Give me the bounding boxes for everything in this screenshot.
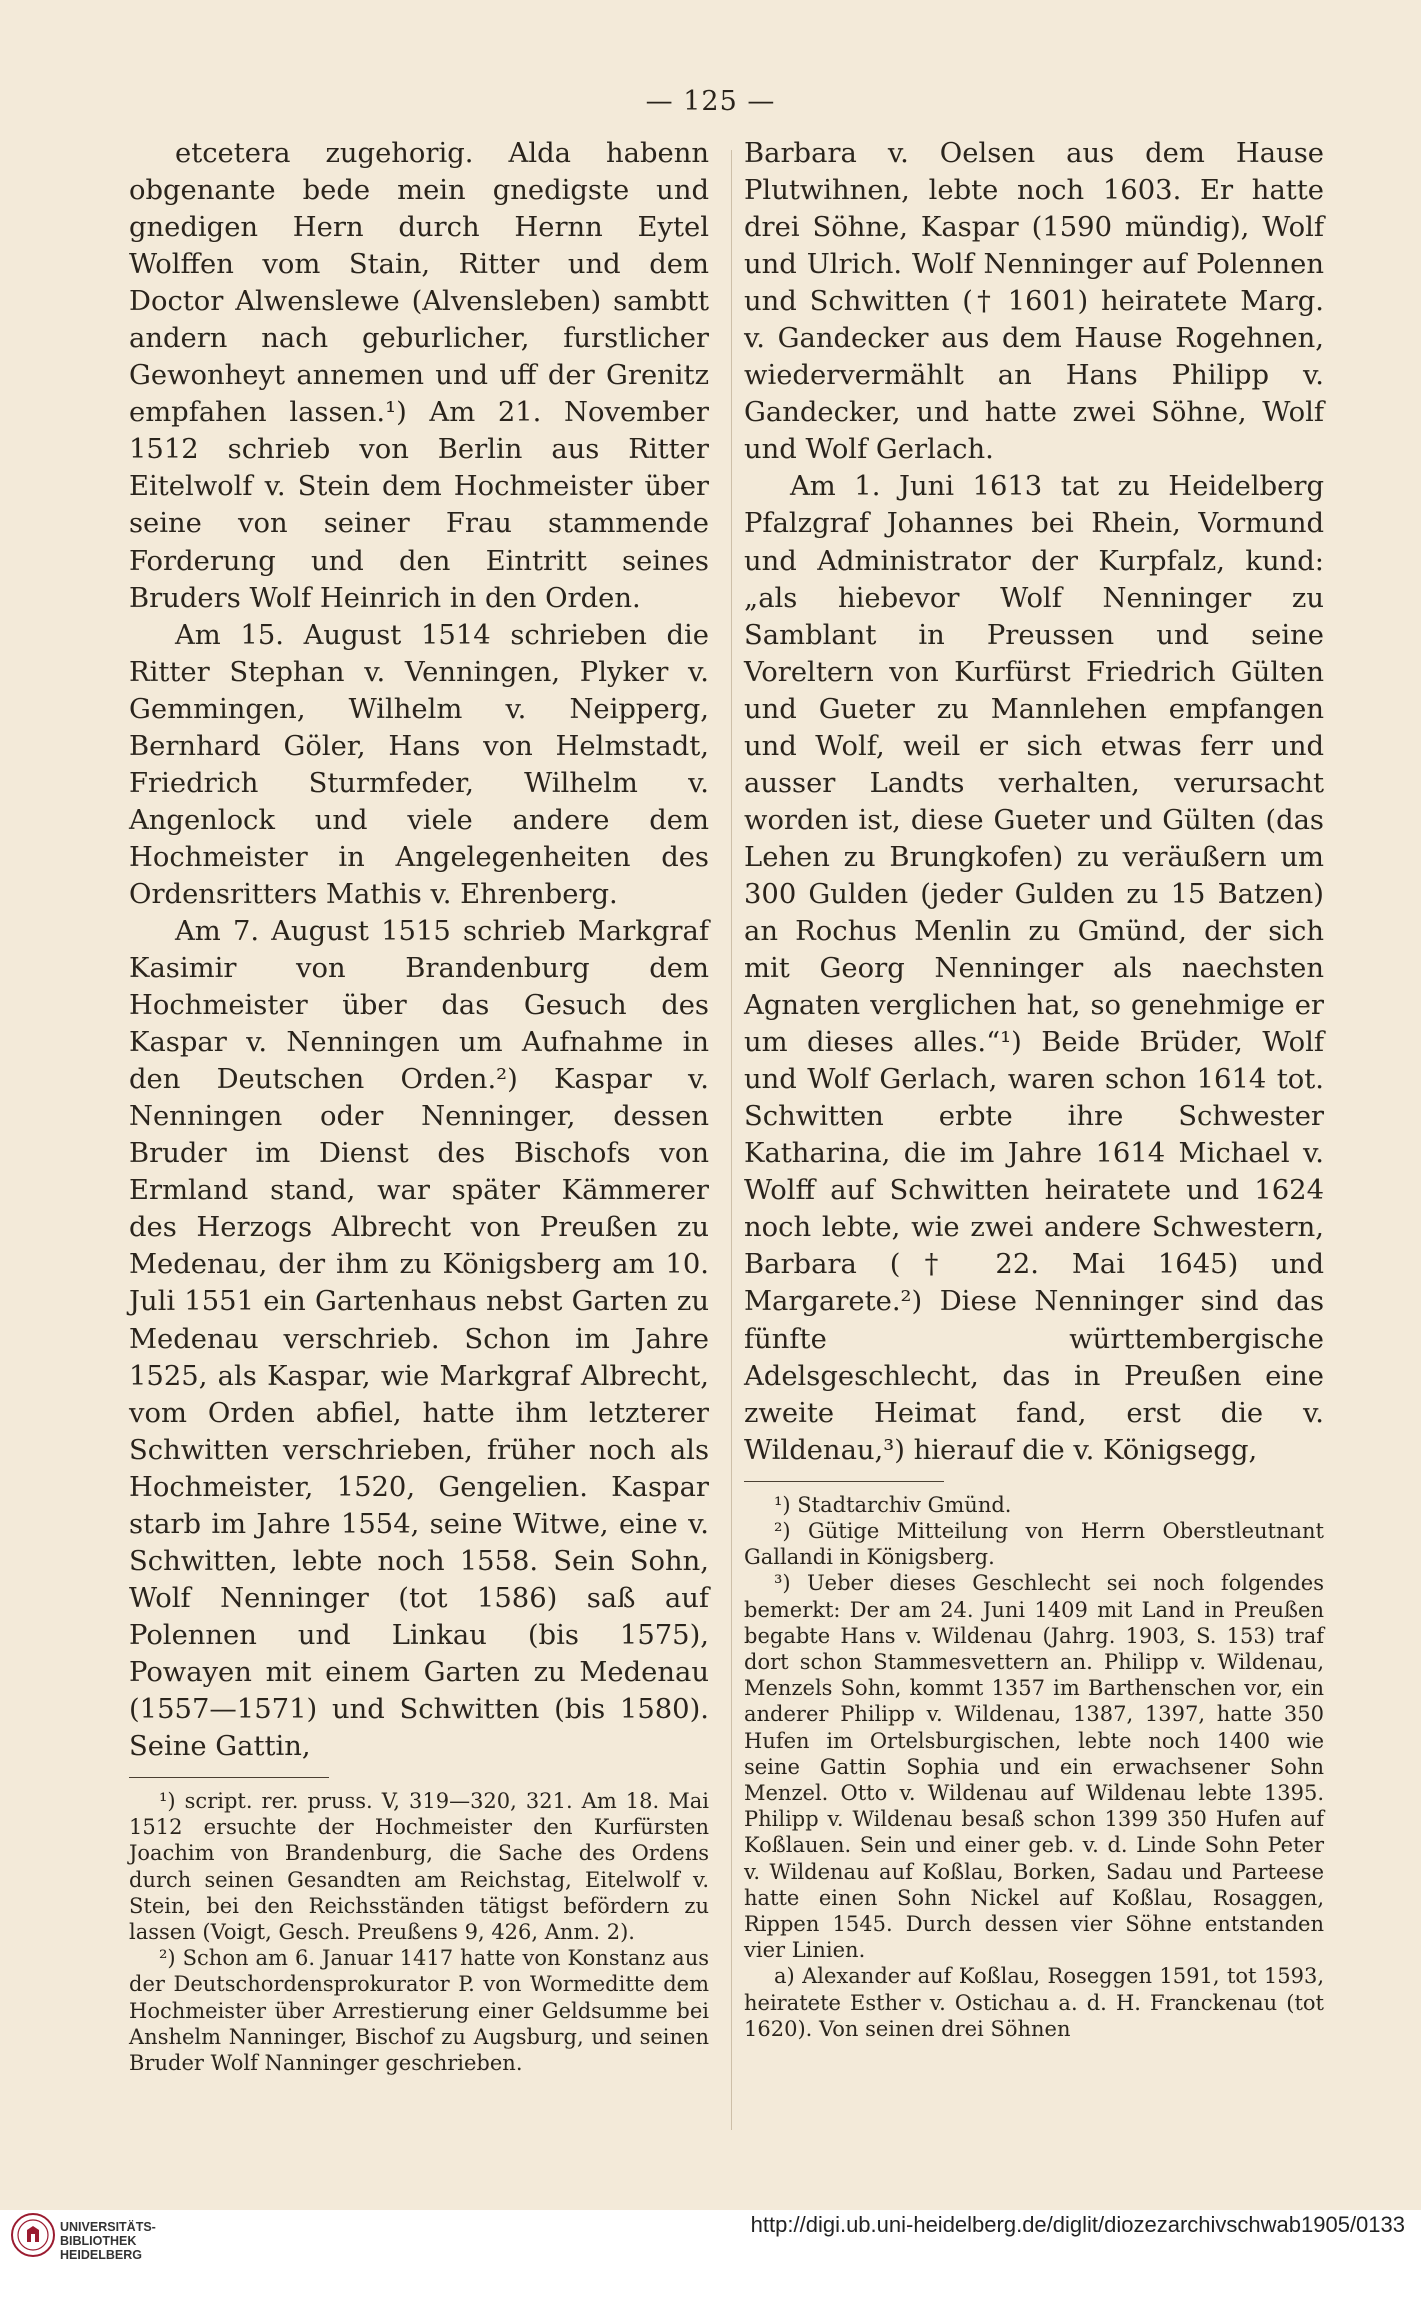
footnote: ¹) Stadtarchiv Gmünd. — [774, 1492, 1012, 1517]
university-seal-icon — [10, 2212, 56, 2258]
footnote-separator — [744, 1481, 944, 1482]
paragraph: Barbara v. Oelsen aus dem Hause Plutwihnen, lebte noch 1603. Er hatte drei Söhne, Kaspar (1590 mündig), Wolf und Ulrich. Wolf Nenninger auf Polennen und Schwitten († 1601) heiratete Marg. v. Gandecker aus dem Hause Rogehnen, wiedervermählt an Hans Philipp v. Gandecker, und hatte zwei Söhne, Wolf und Wolf Gerlach. — [744, 138, 1324, 466]
page-number: — 125 — — [645, 86, 776, 117]
paragraph: etcetera zugehorig. Alda habenn obgenante bede mein gnedigste und gnedigen Hern durch Hernn Eytel Wolffen vom Stain, Ritter und dem Doctor Alwenslewe (Alvensleben) sambtt andern nach geburlicher, furstlicher Gewonheyt annemen und uff der Grenitz empfahen lassen.¹) Am 21. November 1512 schrieb von Berlin aus Ritter Eitelwolf v. Stein dem Hochmeister über seine von seiner Frau stammende Forderung und den Eintritt seines Bruders Wolf Heinrich in den Orden. — [129, 138, 709, 614]
library-name-line: HEIDELBERG — [60, 2248, 142, 2262]
paragraph: Am 15. August 1514 schrieben die Ritter Stephan v. Venningen, Plyker v. Gemmingen, Wilhelm v. Neipperg, Bernhard Göler, Hans von Helmstadt, Friedrich Sturmfeder, Wilhelm v. Angenlock und viele andere dem Hochmeister in Angelegenheiten des Ordensritters Mathis v. Ehrenberg. — [129, 619, 709, 910]
footnote: ¹) script. rer. pruss. V, 319—320, 321. Am 18. Mai 1512 ersuchte der Hochmeister den Kurfürsten Joachim von Brandenburg, die Sache des Ordens durch seinen Gesandten am Reichstag, Eitelwolf v. Stein, bei den Reichsständen tätigst befördern zu lassen (Voigt, Gesch. Preußens 9, 426, Anm. 2). — [129, 1789, 709, 1945]
library-name[interactable] — [60, 2220, 156, 2262]
paragraph: Am 7. August 1515 schrieb Markgraf Kasimir von Brandenburg dem Hochmeister über das Gesuch des Kaspar v. Nenningen um Aufnahme in den Deutschen Orden.²) Kaspar v. Nenningen oder Nenninger, dessen Bruder im Dienst des Bischofs von Ermland stand, war später Kämmerer des Herzogs Albrecht von Preußen zu Medenau, der ihm zu Königsberg am 10. Juli 1551 ein Gartenhaus nebst Garten zu Medenau verschrieb. Schon im Jahre 1525, als Kaspar, wie Markgraf Albrecht, vom Orden abfiel, hatte ihm letzterer Schwitten verschrieben, früher noch als Hochmeister, 1520, Gengelien. Kaspar starb im Jahre 1554, seine Witwe, eine v. Schwitten, lebte noch 1558. Sein Sohn, Wolf Nenninger (tot 1586) saß auf Polennen und Linkau (bis 1575), Powayen mit einem Garten zu Medenau (1557—1571) und Schwitten (bis 1580). Seine Gattin, — [129, 915, 709, 1763]
left-column — [129, 135, 709, 2076]
footer-bar — [0, 2210, 1421, 2300]
source-url-link[interactable]: http://digi.ub.uni-heidelberg.de/diglit/diozezarchivschwab1905/0133 — [750, 2212, 1405, 2237]
library-name-line: BIBLIOTHEK — [60, 2234, 137, 2248]
footnotes — [744, 1492, 1324, 2042]
footnote: a) Alexander auf Koßlau, Roseggen 1591, tot 1593, heiratete Esther v. Ostichau a. d. H. Franckenau (tot 1620). Von seinen drei Söhnen — [744, 1964, 1324, 2041]
right-column — [744, 135, 1324, 2042]
footnote: ³) Ueber dieses Geschlecht sei noch folgendes bemerkt: Der am 24. Juni 1409 mit Land in Preußen begabte Hans v. Wildenau (Jahrg. 1903, S. 153) traf dort schon Stammesvettern an. Philipp v. Wildenau, Menzels Sohn, kommt 1357 im Barthenschen vor, ein anderer Philipp v. Wildenau, 1387, 1397, hatte 350 Hufen im Ortelsburgischen, lebte noch 1400 wie seine Gattin Sophia und ein erwachsener Sohn Menzel. Otto v. Wildenau auf Wildenau lebte 1395. Philipp v. Wildenau besaß schon 1399 350 Hufen auf Koßlauen. Sein und einer geb. v. d. Linde Sohn Peter v. Wildenau auf Koßlau, Borken, Sadau und Parteese hatte einen Sohn Nickel auf Koßlau, Rosaggen, Rippen 1545. Durch dessen vier Söhne entstanden vier Linien. — [744, 1571, 1324, 1963]
library-name-line: UNIVERSITÄTS- — [60, 2220, 156, 2234]
footnote-separator — [129, 1777, 329, 1778]
footnotes — [129, 1788, 709, 2076]
column-divider — [731, 150, 732, 2130]
footnote: ²) Gütige Mitteilung von Herrn Oberstleutnant Gallandi in Königsberg. — [744, 1518, 1324, 1570]
footnote: ²) Schon am 6. Januar 1417 hatte von Konstanz aus der Deutschordensprokurator P. von Wormeditte dem Hochmeister über Arrestierung einer Geldsumme bei Anshelm Nanninger, Bischof zu Augsburg, und seinen Bruder Wolf Nanninger geschrieben. — [129, 1946, 709, 2076]
paragraph: Am 1. Juni 1613 tat zu Heidelberg Pfalzgraf Johannes bei Rhein, Vormund und Administrator der Kurpfalz, kund: „als hiebevor Wolf Nenninger zu Samblant in Preussen und seine Voreltern von Kurfürst Friedrich Gülten und Gueter zu Mannlehen empfangen und Wolf, weil er sich etwas ferr und ausser Landts verhalten, verursacht worden ist, diese Gueter und Gülten (das Lehen zu Brungkofen) zu veräußern um 300 Gulden (jeder Gulden zu 15 Batzen) an Rochus Menlin zu Gmünd, der sich mit Georg Nenninger als naechsten Agnaten verglichen hat, so genehmige er um dieses alles.“¹) Beide Brüder, Wolf und Wolf Gerlach, waren schon 1614 tot. Schwitten erbte ihre Schwester Katharina, die im Jahre 1614 Michael v. Wolff auf Schwitten heiratete und 1624 noch lebte, wie zwei andere Schwestern, Barbara († 22. Mai 1645) und Margarete.²) Diese Nenninger sind das fünfte württembergische Adelsgeschlecht, das in Preußen eine zweite Heimat fand, erst die v. Wildenau,³) hierauf die v. Königsegg, — [744, 471, 1324, 1466]
